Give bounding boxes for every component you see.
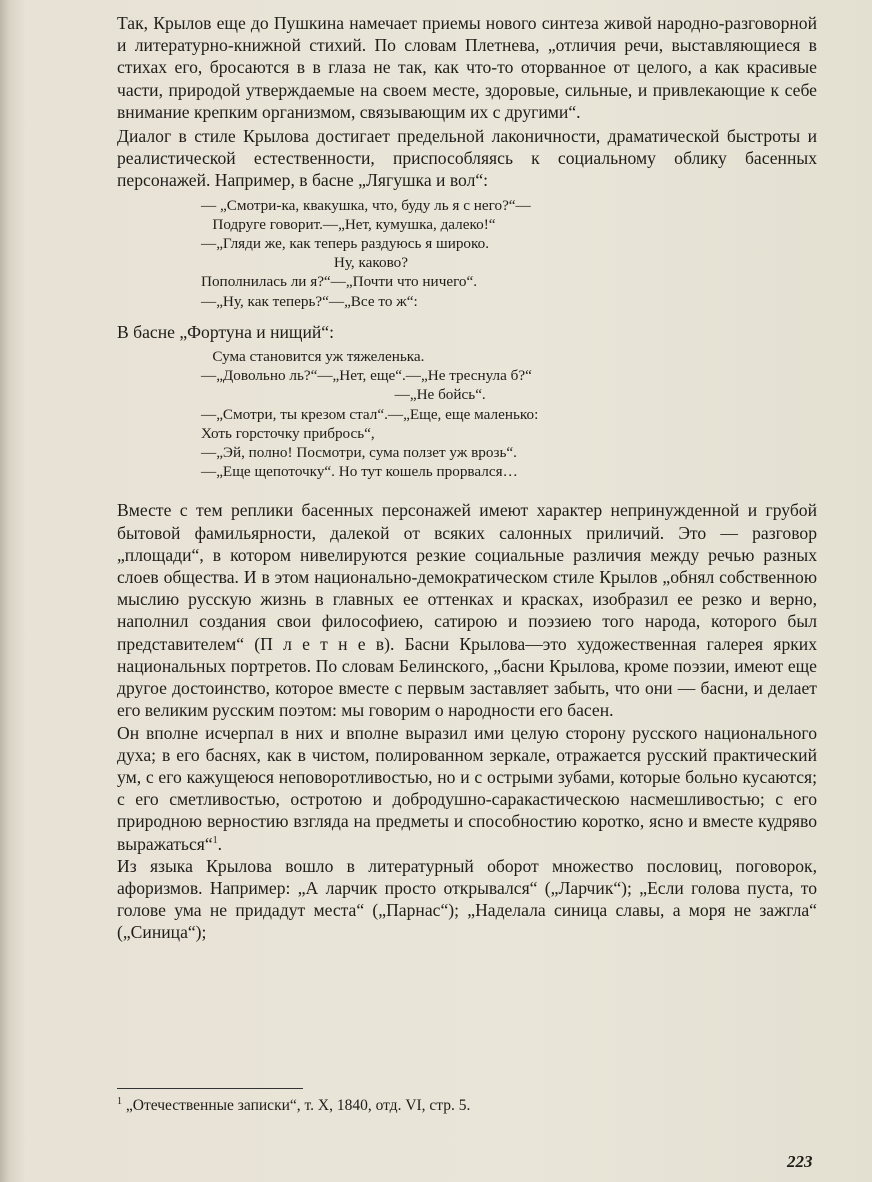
poem-fortuna xyxy=(117,347,817,481)
page-number: 223 xyxy=(787,1152,813,1171)
main-text xyxy=(117,12,817,944)
paragraph-2-text: Диалог в стиле Крылова достигает предельной лаконичности, драматической быстроты и реалистической естественности, приспособляясь к социальному облику басенных персонажей. Например, в басне „Лягушка и вол“: xyxy=(117,126,817,191)
footnote-divider xyxy=(117,1088,303,1089)
poem-lyagushka-line: Ну, каково? xyxy=(201,254,409,272)
poem-fortuna-line: Хоть горсточку прибрось“, xyxy=(201,424,375,442)
poem-fortuna-line: —„Не бойсь“. xyxy=(201,386,486,404)
paragraph-4 xyxy=(117,499,817,721)
paragraph-3 xyxy=(117,321,817,343)
poem-fortuna-line: —„Еще щепоточку“. Но тут кошель прорвался… xyxy=(201,463,518,481)
poem-lyagushka xyxy=(117,196,817,311)
poem-fortuna-line: —„Смотри, ты крезом стал“.—„Еще, еще маленько: xyxy=(201,405,539,423)
paragraph-2 xyxy=(117,125,817,192)
paragraph-3-text: В басне „Фортуна и нищий“: xyxy=(117,321,334,342)
paragraph-5 xyxy=(117,722,817,855)
paragraph-5-text: Он вполне исчерпал в них и вполне выразил ими целую сторону русского национального духа; в его баснях, как в чистом, полированном зеркале, отражается русский практический ум, с его кажущеюся неповоротливостью, но и с острыми зубами, которые больно кусаются; с его сметливостью, остротою и добродушно-саракастическою насмешливостью; с его природною верностию взгляда на предметы и способностию коротко, ясно и вместе кудряво выражаться“ xyxy=(117,722,817,854)
poem-fortuna-line: Сума становится уж тяжеленька. xyxy=(201,348,425,366)
poem-lyagushka-line: Пополнилась ли я?“—„Почти что ничего“. xyxy=(201,273,478,291)
paragraph-6-text: Из языка Крылова вошло в литературный оборот множество пословиц, поговорок, афоризмов. Например: „А ларчик просто открывался“ („Ларчик“); „Если голова пуста, то голове ума не придадут места“ („Парнас“); „Наделала синица славы, а моря не зажгла“ („Синица“); xyxy=(117,855,817,943)
footnote-mark: 1 xyxy=(117,1095,122,1107)
poem-lyagushka-line: —„Гляди же, как теперь раздуюсь я широко. xyxy=(201,235,490,253)
poem-lyagushka-line: Подруге говорит.—„Нет, кумушка, далеко!“ xyxy=(201,215,496,233)
paragraph-1 xyxy=(117,12,817,123)
footnote xyxy=(117,1096,817,1116)
footnote-reference[interactable]: 1 xyxy=(212,834,218,846)
paragraph-1-text: Так, Крылов еще до Пушкина намечает приемы нового синтеза живой народно-разговорной и литературно-книжной стихий. По словам Плетнева, „отличия речи, выставляющиеся в стихах его, бросаются в в глаза не так, как что-то оторванное от целого, а как красивые части, природой утверждаемые на своем месте, здоровые, сильные, и привлекающие к себе внимание крепким организмом, связывающим их с другими“. xyxy=(117,13,817,122)
paragraph-5-end: . xyxy=(217,833,223,854)
paragraph-6 xyxy=(117,855,817,944)
footnote-text: „Отечественные записки“, т. X, 1840, отд. VI, стр. 5. xyxy=(125,1097,471,1114)
paragraph-4-text: Вместе с тем реплики басенных персонажей имеют характер непринужденной и грубой бытовой фамильярности, далекой от всяких салонных приличий. Это — разговор „площади“, в котором нивелируются резкие социальные различия между речью разных слоев общества. И в этом национально-демократическом стиле Крылов „обнял собственною мыслию русскую жизнь в главных ее оттенках и красках, изобразил ее резко и верно, наполнил создания свои философиею, сатирою и поэзиею того народа, которого был представителем“ (П л е т н е в). Басни Крылова—это художественная галерея ярких национальных портретов. По словам Белинского, „басни Крылова, кроме поэзии, имеют еще другое достоинство, которое вместе с первым заставляет забыть, что они — басни, и делает его великим русским поэтом: мы говорим о народности его басен. xyxy=(117,500,817,721)
poem-fortuna-line: —„Эй, полно! Посмотри, сума ползет уж врозь“. xyxy=(201,444,517,462)
poem-lyagushka-line: —„Ну, как теперь?“—„Все то ж“: xyxy=(201,292,418,310)
poem-fortuna-line: —„Довольно ль?“—„Нет, еще“.—„Не треснула б?“ xyxy=(201,367,532,385)
poem-lyagushka-line: — „Смотри-ка, квакушка, что, буду ль я с него?“— xyxy=(201,196,531,214)
